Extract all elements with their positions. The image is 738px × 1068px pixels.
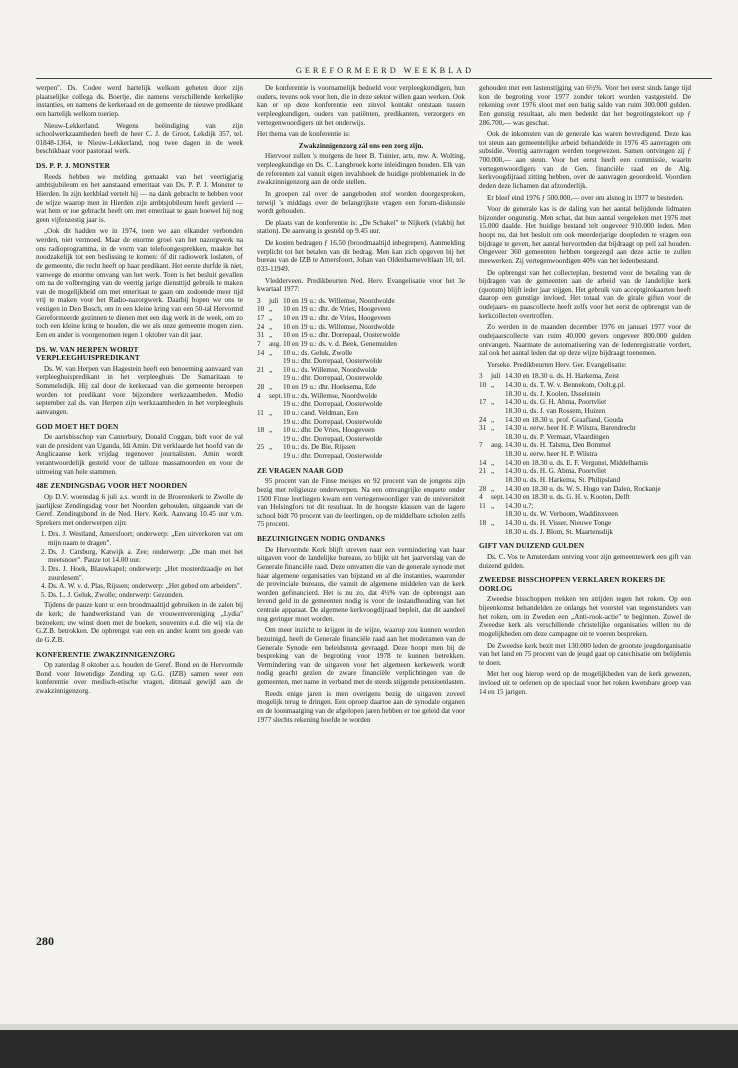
heading-god-moet: GOD MOET HET DOEN	[36, 421, 119, 431]
schedule-day: 24	[257, 322, 265, 331]
groups-paragraph: In groepen zal over de aangeboden stof worden doorgesproken, terwijl 's middags over de belangrijkste vragen een forum-diskussie wordt gehouden.	[257, 189, 465, 216]
schedule-text: 10 u.: ds. Willemse, Noordwolde	[283, 391, 378, 400]
schedule-month: „	[491, 424, 495, 433]
schedule-row	[479, 407, 691, 416]
vledderveen-schedule	[257, 297, 465, 461]
schedule-row	[479, 372, 691, 381]
schedule-row	[479, 476, 691, 485]
schedule-day	[479, 450, 491, 459]
schedule-month: „	[269, 443, 273, 452]
schedule-month: „	[491, 519, 495, 527]
schedule-day: 18	[257, 426, 265, 435]
heading-monster: DS. P. P. J. MONSTER	[36, 161, 111, 170]
schedule-row	[479, 441, 691, 450]
schedule-day	[479, 476, 491, 485]
schedule-text: 19 u.: dhr. Dorrepaal, Oosterwolde	[283, 400, 383, 409]
schedule-row	[479, 424, 691, 433]
schedule-row	[257, 426, 465, 435]
collecteplan-paragraph: De opbrengst van het collecteplan, bestemd voor de betaling van de bijdragen van de gemeenten aan de arbeid van de landelijke kerk (quotum) blijft ieder jaar stijgen. Het gebruik van acceptgirokaarten heeft daarop een gunstige invloed. Het totaal van de girale giften voor de oudejaars- en paascollecte heeft zelfs voor het eerst de opbrengst van de kerkcollecten overtroffen.	[479, 268, 691, 320]
schedule-day	[257, 374, 269, 383]
schedule-row	[479, 467, 691, 476]
schedule-day: 28	[257, 383, 265, 391]
schedule-day: 10	[479, 381, 487, 389]
remaining-funds-paragraph: Er bleef eind 1976 ƒ 500.000,— over om alsnog in 1977 te besteden.	[487, 193, 684, 202]
schedule-text: 14.30 u. eerw. heer H. P. Wilstra, Barendrecht	[505, 424, 636, 433]
schedule-text: 19 u.: dhr. Dorrepaal, Oosterwolde	[283, 434, 383, 443]
column-middle	[257, 84, 465, 1034]
schedule-row	[479, 485, 691, 494]
heading-gift: GIFT VAN DUIZEND GULDEN	[479, 541, 585, 551]
bezuinigingen-paragraph-1: De Hervormde Kerk blijft streven naar een vermindering van haar uitgaven voor de landelijke bureaus, zo blijkt uit het jaarverslag van de Generale financiële raad. Deze omvatten die van de generale synode met haar algemene organisaties van bijstand en al die instanties, waaronder de provinciale bureaus, die vanuit de algemene middelen van de kerk worden gefinancierd. Het is nu zo, dat 4½% van de opbrengst aan levend geld in de gemeenten nodig is voor de instandhouding van het centrale apparaat. De algemene kerkvoogdijraad bepleit, dat dit aandeel nog geringer moet worden.	[257, 545, 465, 623]
schedule-text: 14.30 u. ds. H. G. Abma, Poortvliet	[505, 467, 607, 476]
header-rule	[36, 78, 712, 79]
list-item: 3. Drs. J. Hoek, Blauwkapel; onderwerp: „Het mosterdzaadje en het zuurdesem".	[48, 565, 243, 582]
schedule-month	[491, 528, 505, 537]
schedule-month	[491, 433, 505, 442]
schedule-row	[479, 502, 691, 511]
schedule-text: 10 en 19 u.: dhr. de Vries, Hoogeveen	[283, 305, 391, 314]
schedule-day: 25	[257, 443, 265, 452]
schedule-day	[479, 390, 491, 399]
schedule-text: 18.30 u. ds. W. Verboom, Waddinxveen	[505, 510, 619, 519]
schedule-row	[257, 374, 465, 383]
schedule-text: 10 en 19 u.: ds. Willemse, Noordwolde	[283, 296, 395, 305]
schedule-text: 19 u.: dhr. Dorrepaal, Oosterwolde	[283, 374, 383, 383]
page-number: 280	[36, 934, 54, 948]
schedule-text: 14.30 en 18.30 u. ds. E. F. Vergunst, Middelharnis	[505, 458, 648, 467]
schedule-day	[479, 433, 491, 442]
schedule-month: „	[269, 383, 273, 391]
zweedse-paragraph-2: De Zweedse kerk bezit met 130.000 leden de grootste jeugdorganisatie van het land en 75 procent van de jeugd gaat op catechisatie om belijdenis te doen.	[479, 641, 691, 667]
schedule-month	[491, 407, 505, 416]
schedule-text: 14.30 en 18.30 u. prof. Graafland, Gouda	[505, 415, 623, 424]
schedule-row	[479, 519, 691, 528]
schedule-day: 4	[257, 391, 261, 400]
yerseke-intro: Yerseke. Predikbeurten Herv. Ger. Evangelisatie:	[487, 360, 627, 369]
schedule-day: 31	[257, 331, 265, 340]
schedule-row	[257, 409, 465, 418]
schedule-text: 10 u.: ds. Willemse, Noordwolde	[283, 365, 378, 374]
heading-zendingsdag: 48E ZENDINGSDAG VOOR HET NOORDEN	[36, 481, 188, 491]
schedule-month: „	[269, 365, 273, 374]
schedule-day: 14	[479, 458, 487, 467]
heading-zweedse: ZWEEDSE BISSCHOPPEN VERKLAREN ROKERS DE OORLOG	[479, 575, 666, 593]
schedule-month	[269, 400, 283, 409]
theme-title: Zwakzinnigenzorg zál ons een zorg zijn.	[298, 140, 424, 150]
schedule-text: 18.30 u. ds. J. Koolen, IJsselstein	[505, 389, 601, 398]
schedule-row	[479, 381, 691, 390]
schedule-day	[479, 528, 491, 537]
schedule-text: 10 u.: ds. De Bie, Rijssen	[283, 443, 356, 452]
schedule-row	[257, 383, 465, 392]
schedule-day: 11	[257, 408, 264, 417]
schedule-row	[479, 510, 691, 519]
schedule-day: 24	[479, 415, 487, 424]
schedule-month	[269, 418, 283, 427]
schedule-day	[257, 452, 269, 461]
schedule-month: „	[491, 381, 495, 389]
schedule-month: „	[491, 467, 495, 476]
scan-border	[0, 1030, 738, 1068]
list-item: 2. Ds. J. Catsburg, Katwijk a. Zee; onderwerp: „De man met het meetsnoer". Pauze tot 14.00 uur.	[48, 548, 243, 565]
schedule-month	[491, 390, 505, 399]
schedule-month	[491, 476, 505, 485]
schedule-day	[257, 435, 269, 444]
schedule-day	[479, 407, 491, 416]
schedule-row	[257, 323, 465, 332]
list-item: 5. Ds. L. J. Geluk, Zwolle; onderwerp: Gezonden.	[48, 591, 243, 600]
schedule-day: 17	[479, 398, 487, 407]
schedule-day	[479, 510, 491, 519]
schedule-day: 21	[257, 365, 265, 374]
schedule-row	[479, 450, 691, 459]
schedule-month: sept.	[491, 493, 505, 502]
schedule-text: 18.30 u. ds. H. Harkema, St. Philipsland	[505, 475, 621, 484]
schedule-row	[479, 390, 691, 399]
schedule-text: 14.30 u. ds. G. H. Abma, Poortvliet	[505, 398, 607, 407]
schedule-month	[269, 435, 283, 444]
schedule-row	[479, 528, 691, 537]
schedule-month	[491, 450, 505, 459]
schedule-month	[269, 374, 283, 383]
schedule-text: 14.30 u. ds. H. Visser, Nieuwe Tonge	[505, 519, 612, 527]
schedule-month: „	[269, 408, 273, 417]
yerseke-schedule	[479, 372, 691, 536]
schedule-day: 3	[479, 372, 483, 381]
gift-paragraph: Ds. C. Vos te Amsterdam ontving voor zijn gemeentewerk een gift van duizend gulden.	[479, 552, 691, 570]
zweedse-paragraph-3: Met het oog hierop werd op de mogelijkheden van de kerk gewezen, invloed uit te oefenen op de speciaal voor het roken kwetsbare groep van 14 en 15 jarigen.	[479, 670, 691, 696]
monster-quote: „Ook dit hadden we in 1974, toen we aan elkander verbonden werden, niet vermoed. Maar de enorme groei van het nazorgwerk na ons radioprogramma, in de vorm van telefoongesprekken, maakte het noodzakelijk tot een beslissing te komen: óf dit radiowerk loslaten, of de gemeente, die recht heeft op haar predikant. Het eerste durfde ik niet, vanwege de enorme omvang van het werk. Toen is het besluit gevallen om na de volbrenging van de veertig jarige diensttijd gebruik te maken van de mogelijkheid om met emeritaat te gaan om zodoende meer tijd vrij te maken voor het Radio-nazorgwerk. Daarbij hopen we ons te vestigen in Den Bosch, om in een kleine kring van een 50-tal Hervormd Gereformeerde gezinnen te dienen met een dag werk in de week, om zo toch een kleine kring te houden, die we als onze gemeente mogen zien. Een en ander is voorgenomen tegen 1 oktober van dit jaar.	[36, 227, 243, 339]
schedule-row	[257, 297, 465, 306]
schedule-text: 10 en 19 u.: dhr. Hoeksema, Ede	[283, 383, 377, 391]
schedule-text: 10 u.: ds. Geluk, Zwolle	[283, 348, 353, 357]
schedule-row	[257, 314, 465, 323]
schedule-row	[257, 400, 465, 409]
schedule-day: 14	[257, 348, 265, 357]
schedule-row	[479, 433, 691, 442]
schedule-day	[257, 400, 269, 409]
generale-kas-paragraph: Ook de inkomsten van de generale kas waren bevredigend. Deze kas tot steun aan gemeentelijke arbeid behandelde in 1976 45 aanvragen om subsidie. Veertig aanvragen werden toegewezen. Samen ontvingen zij ƒ 700.000,— aan steun. Voor het eerst heeft een commissie, waarin vertegenwoordigers van de Gen. financiële raad en de Alg. kerkvoogdijraad zitting hebben, over de aanvragen geoordeeld. Voordien deden deze lichamen dat afzonderlijk.	[479, 130, 691, 190]
costs-paragraph: De kosten bedragen ƒ 16.50 (broodmaaltijd inbegrepen). Aanmelding verplicht tot het betalen van dit bedrag. Men kan zich opgeven bij het bureau van de IZB te Amersfoort, Johan van Oldenbarneveltlaan 10, tel. 033-11949.	[257, 239, 465, 273]
schedule-text: 18.30 u. ds. J. van Rossem, Huizen	[505, 406, 606, 415]
pauze-paragraph: Tijdens de pauze kunt u: een broodmaaltijd gebruiken in de zalen bij de kerk; de handwerkstand van de vrouwenvereniging „Lydia" bezoeken; uw winst doen met de boeken, souvenirs e.d. die wij via de G.Z.B. betrokken. De opbrengst van een en ander komt ten goede van de G.Z.B.	[36, 601, 243, 644]
bezuinigingen-paragraph-3: Reeds enige jaren is men overigens bezig de uitgaven zoveel mogelijk terug te dringen. Een oproep daartoe aan de synodale organen en de loonmaatging van de afgelopen jaren hebben er toe geleid dat voor 1977 slechts rekening hoefde te worden	[257, 689, 465, 724]
schedule-month: „	[491, 484, 495, 493]
ze-vragen-paragraph: 95 procent van de Finse meisjes en 92 procent van de jongens zijn bezig met religieuze onderwerpen. Na een omvangrijke enquete onder 1500 Finse leerlingen kwam een vertegenwoordiger van de universiteit van Helsingfors tot dit resultaat. In de hoogste klassen van de lagere school bidt 70 procent van de leerlingen, op de middelbare scholen zelfs 75 procent.	[257, 477, 465, 529]
schedule-text: 18.30 u. ds. J. Blom, St. Maartensdijk	[505, 527, 613, 536]
schedule-month: „	[269, 322, 273, 331]
monster-paragraph: Reeds hebben we melding gemaakt van het veertigjarig ambtsjubileum en het aanstaand emeritaat van Ds. P. P. J. Monster te Hierden. In zijn kerkblad vertelt hij — na dank gebracht te hebben voor de wijze waarop men in Hierden zijn ambtsjubileum heeft gevierd — wat hem er toe gebracht heeft om met emeritaat te gaan hoewel hij nog geen vijfenzestig jaar is.	[36, 172, 243, 224]
schedule-day: 11	[479, 501, 486, 510]
schedule-text: 14.30 u. ds. H. Talsma, Den Bommel	[505, 441, 611, 450]
schedule-month: „	[269, 426, 273, 435]
heading-bezuinigingen: BEZUINIGINGEN NODIG ONDANKS	[257, 534, 385, 543]
schedule-text: 10 en 19 u.: ds. Willemse, Noordwolde	[283, 322, 395, 331]
schedule-month: juli	[269, 296, 279, 305]
schedule-text: 14.30 en 18.30 u. ds. H. Harkema, Zeist	[505, 372, 620, 381]
schedule-row	[479, 493, 691, 502]
location-paragraph: De plaats van de konferentie is: „De Schakel" te Nijkerk (vlakbij het station). De aanvang is gesteld op 9.45 uur.	[257, 218, 465, 236]
schedule-row	[257, 331, 465, 340]
schedule-day: 31	[479, 424, 487, 433]
theme-intro: Het thema van de konferentie is:	[257, 130, 350, 139]
schedule-row	[257, 349, 465, 358]
schedule-month: aug.	[491, 441, 504, 450]
schedule-day: 7	[257, 339, 261, 348]
schedule-month: „	[269, 348, 273, 357]
schedule-text: 10 u.: cand. Veldman, Een	[283, 408, 359, 417]
schedule-text: 14.30 u. ds. T. W. v. Bennekom, Oolt.g.pl.	[505, 381, 626, 389]
konferentie-paragraph: Op zaterdag 8 oktober a.s. houden de Geref. Bond en de Hervormde Bond voor Inwendige Zending op G.G. (IZB) samen weer een konferentie over medisch-etische vragen, ditmaal gewijd aan de zwakzinnigenzorg.	[36, 661, 243, 695]
list-item: 4. Ds. A. W. v. d. Plas, Rijssen; onderwerp: „Het gebed om arbeiders".	[48, 582, 243, 591]
god-moet-paragraph: De aartsbisschop van Canterbury, Donald Coggan, bidt voor de val van de president van Uganda, Idi Amin. Dit verklaarde het hoofd van de Anglicaanse kerk vrijdag tegenover journalisten. Amin wordt verantwoordelijk gesteld voor de talloze massamoorden en voor de uitroeing van hele stammen.	[36, 433, 243, 476]
bezuinigingen-paragraph-2: Om meer inzicht te krijgen in de wijze, waarop zou kunnen worden bezuinigd, heeft de Generale financiële raad aan het moderamen van de Generale Synode een beleidsnota gevraagd. Deze hoopt men bij de bespreking van de begroting voor 1978 te kunnen betrekken. Vermindering van de uitgaven voor het algemeen kerkewerk wordt nodig geacht gezien de zware financiële verplichtingen van de gemeenten, met name in verband met de steeds stijgende pensioenlasten.	[257, 626, 465, 686]
schedule-text: 10 en 19 u.: dhr. Dorrepaal, Oosterwolde	[283, 331, 400, 340]
schedule-month: „	[269, 331, 273, 340]
heading-konferentie: KONFERENTIE ZWAKZINNIGENZORG	[36, 649, 176, 659]
schedule-day: 4	[479, 493, 483, 502]
schedule-day: 10	[257, 305, 265, 314]
running-header: GEREFORMEERD WEEKBLAD	[295, 66, 475, 75]
schedule-month: aug.	[269, 339, 282, 348]
notice-nieuw-lekkerland: Nieuw-Lekkerland. Wegens beëindiging van zijn schoolwerkzaamheden heeft de heer C. J. de Groot, Lekdijk 357, tel. 01848-1364, te Nieuw-Lekkerland, nog twee dagen in de week beschikbaar voor pastoraal werk.	[36, 121, 243, 156]
schedule-row	[257, 357, 465, 366]
schedule-row	[257, 452, 465, 461]
schedule-day: 17	[257, 314, 265, 322]
schedule-row	[479, 398, 691, 407]
schedule-row	[257, 392, 465, 401]
schedule-month: „	[491, 458, 495, 467]
schedule-row	[479, 459, 691, 468]
schedule-row	[257, 435, 465, 444]
schedule-text: 10 en 19 u.: dhr. de Vries, Hoogeveen	[283, 314, 391, 322]
konferentie-continued: De konferentie is voornamelijk bedoeld voor verpleegkundigen, hun ouders, tevens ook voor hen, die in deze sektor willen gaan werken. Ook kan er op deze konferentie een zinvol kontakt ontstaan tussen verpleegkundigen, ouders van patiënten, predikanten, verzorgers en vertegenwoordigers uit het onderwijs.	[257, 84, 465, 127]
schedule-month: „	[269, 305, 273, 314]
schedule-text: 19 u.: dhr. Dorrepaal, Oosterwolde	[283, 417, 383, 426]
schedule-month: „	[491, 501, 495, 510]
schedule-row	[257, 305, 465, 314]
schedule-day	[257, 357, 269, 366]
schedule-day: 28	[479, 484, 487, 493]
bezuinigingen-continued: gehouden met een lastenstijging van 6½%. Voor het eerst sinds lange tijd kon de begroting voor 1977 zonder tekort worden vastgesteld. De rekening over 1976 sloot met een batig saldo van ruim 300.000 gulden. Een gunstig resultaat, als men bedenkt dat het begrotingstekort op ƒ 286.700,— was geschat.	[479, 84, 691, 127]
heading-van-herpen: DS. W. VAN HERPEN WORDT VERPLEEGHUISPREDIKANT	[36, 344, 140, 363]
schedule-month	[269, 357, 283, 366]
schedule-text: 14.30 en 18.30 u. ds. W. S. Hugo van Dalen, Rockanje	[505, 484, 661, 493]
schedule-row	[257, 366, 465, 375]
schedule-text: 19 u.: dhr. Dorrepaal, Oosterwolde	[283, 357, 383, 366]
schedule-day: 7	[479, 441, 483, 450]
schedule-month	[269, 452, 283, 461]
schedule-month: „	[269, 314, 273, 322]
schedule-text: 10 u.: dhr. De Vries, Hoogeveen	[283, 426, 375, 435]
schedule-text: 18.30 u. eerw. heer H. P. Wilstra	[505, 450, 598, 458]
schedule-month: juli	[491, 372, 501, 381]
schedule-month: sept.	[269, 391, 283, 400]
schedule-row	[479, 416, 691, 425]
zweedse-paragraph-1: Zweedse bisschoppen trekken ten strijden tegen het roken. Op een bijeenkomst behandelden ze onlangs het voorstel van tegenstanders van het roken, om in Zweden een „Anti-rook-actie" te beginnen. Zowel de Zweedse kerk als verschillende christelijke organisaties willen nu de mogelijkheden om deze campagne uit te voeren bespreken.	[479, 595, 691, 638]
schedule-text: 18.30 u. ds. P. Vermaat, Vlaardingen	[505, 432, 610, 441]
schedule-month: „	[491, 415, 495, 424]
schedule-row	[257, 340, 465, 349]
schedule-day: 3	[257, 296, 261, 305]
schedule-text: 19 u.: dhr. Dorrepaal, Oosterwolde	[283, 452, 383, 460]
schedule-day: 21	[479, 467, 487, 476]
list-item: 1. Drs. J. Westland, Amersfoort; onderwerp: „Een uitverkoren vat om mijn naam te dragen".	[48, 530, 243, 547]
schedule-day	[257, 418, 269, 427]
ledental-paragraph: Voor de generale kas is de daling van het aantal belijdende lidmaten bijzonder ongunstig. Men schat, dat hun aantal vergeleken met 1976 met 15.000 daalde. Het huidige bestand telt ongeveer 910.000 leden. Men hoopt nu, dat het besluit om ook meerderjarige doopleden te vragen een bijdrage te geven, het aantal hervormden dat bijdraagt op peil zal houden. Ongeveer 360 gemeenten hebben toegezegd aan deze actie te zullen meewerken. Zij vertegenwoordigen 40% van het ledenbestand.	[479, 205, 691, 265]
schedule-text: 14.30 en 18.30 u. ds. G. H. v. Kooten, Delft	[505, 493, 630, 502]
column-right	[479, 84, 691, 1034]
schedule-text: 14.30 u.?;	[505, 501, 534, 510]
article-continuation: werpen". Ds. Codee werd hartelijk welkom geheten door zijn plaatselijke collega ds. Boertje, die namens verschillende kerkelijke instanties, en namens de kerkeraad en de gemeente de nieuwe predikant een hartelijk welkom toeriep.	[36, 84, 243, 118]
zendingsdag-paragraph: Op D.V. woensdag 6 juli a.s. wordt in de Broerenkerk te Zwolle de jaarlijkse Zendingsdag voor het Noorden gehouden, uitgaande van de Geref. Zendingsbond in de Ned. Herv. Kerk. Aanvang 10.45 uur v.m. Sprekers met onderwerpen zijn:	[36, 492, 243, 527]
schedule-text: 10 en 19 u.: ds. v. d. Beek, Genemuiden	[283, 339, 397, 348]
schedule-day: 18	[479, 519, 487, 527]
speakers-paragraph: Hiervoor zullen 's morgens de heer B. Tuinier, arts, mw. A. Wolting, verpleegkundige en Ds. C. Langbroek korte inleidingen houden. Elk van de referenten zal vanuit eigen invalshoek de huidige problematiek in de zwakzinnigenzorg aan de orde stellen.	[257, 152, 465, 187]
column-left	[36, 84, 243, 1034]
heading-ze-vragen: ZE VRAGEN NAAR GOD	[257, 465, 344, 475]
schedule-row	[257, 418, 465, 427]
van-herpen-paragraph: Ds. W. van Herpen van Hagestein heeft een benoeming aanvaard van verpleeghuispredikant in het verpleeghuis De Samaritaan te Sommelsdijk. Hij zal door de kerkeraad van die gemeente beroepen worden tot predikant voor bijzondere werkzaamheden. Medio september zal ds. van Herpen zijn werkzaamheden in het verpleeghuis aanvangen.	[36, 364, 243, 416]
schedule-row	[257, 443, 465, 452]
schedule-month: „	[491, 398, 495, 407]
oudejaarscollecte-paragraph: Zo werden in de maanden december 1976 en januari 1977 voor de oudejaarscollecte van ruim 40.000 gevers ongeveer 800.000 gulden ontvangen. Naarmate de automatisering van de ledenregistratie vordert, zal ook het aantal leden dat op deze wijze bijdraagt toenemen.	[479, 323, 691, 358]
vledderveen-intro: Vledderveen. Predikbeurten Ned. Herv. Evangelisatie voor het 3e kwartaal 1977:	[257, 276, 465, 294]
speaker-list	[36, 530, 243, 599]
schedule-month	[491, 510, 505, 519]
